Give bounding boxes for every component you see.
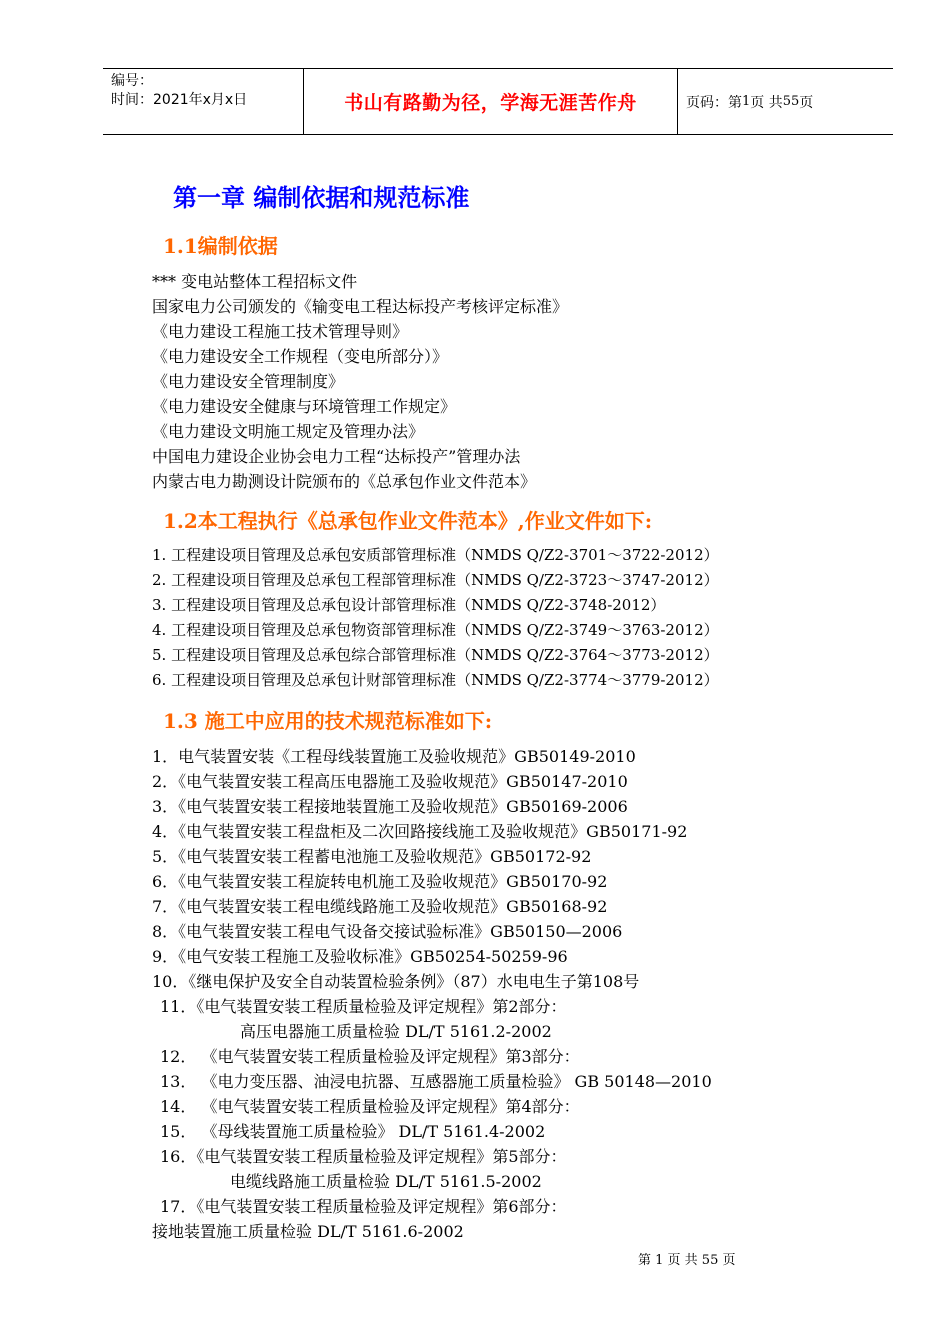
section-1-title: 1.1编制依据	[163, 234, 278, 258]
list-item: 国家电力公司颁发的《输变电工程达标投产考核评定标准》	[152, 297, 569, 316]
list-item: 11．《电气装置安装工程质量检验及评定规程》第2部分：	[160, 997, 567, 1016]
page-label: 页码：第	[686, 94, 742, 111]
chapter-title: 第一章 编制依据和规范标准	[173, 183, 470, 212]
list-item: *** 变电站整体工程招标文件	[152, 272, 358, 291]
page-footer: 第 1 页 共 55 页	[638, 1253, 736, 1268]
list-item: 17．《电气装置安装工程质量检验及评定规程》第6部分：	[160, 1197, 567, 1216]
list-item: 4．《电气装置安装工程盘柜及二次回路接线施工及验收规范》GB50171-92	[152, 822, 688, 841]
list-item: 《电力建设安全健康与环境管理工作规定》	[152, 397, 457, 416]
list-item: 《电力建设安全工作规程（变电所部分）》	[152, 347, 449, 366]
page-total: 55	[782, 94, 800, 109]
page-header	[103, 68, 893, 135]
list-item: 3. 工程建设项目管理及总承包设计部管理标准（NMDS Q/Z2-3748-2012）	[152, 596, 666, 614]
time-label: 时间：2021年x月x日	[111, 92, 248, 108]
page-suffix: 页	[799, 94, 814, 111]
list-item: 4. 工程建设项目管理及总承包物资部管理标准（NMDS Q/Z2-3749～3763-2012）	[152, 621, 719, 639]
list-item: 16．《电气装置安装工程质量检验及评定规程》第5部分：	[160, 1147, 567, 1166]
list-item: 6. 工程建设项目管理及总承包计财部管理标准（NMDS Q/Z2-3774～3779-2012）	[152, 671, 719, 689]
header-right-cell	[678, 69, 893, 134]
list-item: 13． 《电力变压器、油浸电抗器、互感器施工质量检验》 GB 50148—2010	[160, 1072, 712, 1091]
section-3-title: 1.3 施工中应用的技术规范标准如下:	[163, 709, 493, 733]
header-left-cell	[103, 69, 303, 134]
list-item: 8．《电气装置安装工程电气设备交接试验标准》GB50150—2006	[152, 922, 623, 941]
list-item: 《电力建设文明施工规定及管理办法》	[152, 422, 425, 441]
list-item: 2. 工程建设项目管理及总承包工程部管理标准（NMDS Q/Z2-3723～3747-2012）	[152, 571, 719, 589]
list-item: 10．《继电保护及安全自动装置检验条例》（87）水电电生子第108号	[152, 972, 640, 991]
list-item: 内蒙古电力勘测设计院颁布的《总承包作业文件范本》	[152, 472, 537, 491]
list-item: 5. 工程建设项目管理及总承包综合部管理标准（NMDS Q/Z2-3764～3773-2012）	[152, 646, 719, 664]
list-item: 接地装置施工质量检验 DL/T 5161.6-2002	[152, 1222, 464, 1241]
list-item: 6．《电气装置安装工程旋转电机施工及验收规范》GB50170-92	[152, 872, 608, 891]
list-item: 5．《电气装置安装工程蓄电池施工及验收规范》GB50172-92	[152, 847, 592, 866]
list-item: 1．电气装置安装《工程母线装置施工及验收规范》GB50149-2010	[152, 747, 636, 766]
list-item: 中国电力建设企业协会电力工程“达标投产”管理办法	[152, 447, 521, 466]
page-mid: 页 共	[750, 94, 783, 111]
header-middle-cell	[303, 69, 678, 134]
list-item: 12． 《电气装置安装工程质量检验及评定规程》第3部分：	[160, 1047, 580, 1066]
list-item: 《电力建设安全管理制度》	[152, 372, 345, 391]
list-item: 7．《电气装置安装工程电缆线路施工及验收规范》GB50168-92	[152, 897, 608, 916]
list-item: 2．《电气装置安装工程高压电器施工及验收规范》GB50147-2010	[152, 772, 628, 791]
list-item: 15． 《母线装置施工质量检验》 DL/T 5161.4-2002	[160, 1122, 546, 1141]
list-item: 《电力建设工程施工技术管理导则》	[152, 322, 409, 341]
list-item: 高压电器施工质量检验 DL/T 5161.2-2002	[240, 1022, 552, 1041]
list-item: 电缆线路施工质量检验 DL/T 5161.5-2002	[230, 1172, 542, 1191]
page-current: 1	[742, 94, 751, 109]
list-item: 1. 工程建设项目管理及总承包安质部管理标准（NMDS Q/Z2-3701～3722-2012）	[152, 546, 719, 564]
header-motto: 书山有路勤为径，学海无涯苦作舟	[344, 92, 637, 114]
list-item: 9．《电气安装工程施工及验收标准》GB50254-50259-96	[152, 947, 568, 966]
section-2-title: 1.2本工程执行《总承包作业文件范本》,作业文件如下:	[163, 509, 653, 533]
serial-label: 编号：	[111, 73, 153, 89]
list-item: 14． 《电气装置安装工程质量检验及评定规程》第4部分：	[160, 1097, 580, 1116]
list-item: 3．《电气装置安装工程接地装置施工及验收规范》GB50169-2006	[152, 797, 628, 816]
